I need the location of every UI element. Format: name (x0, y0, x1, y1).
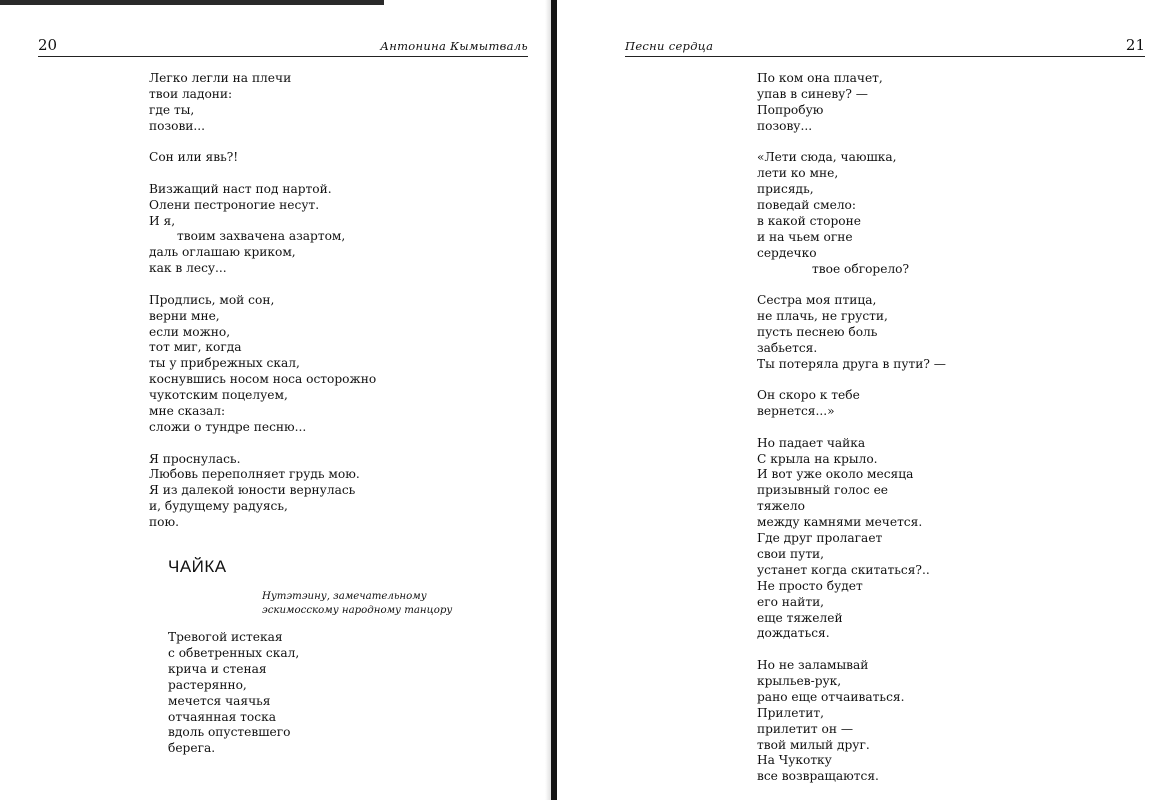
verse-line: Олени пестроногие несут. (149, 197, 320, 212)
verse-line: рано еще отчаиваться. (757, 689, 905, 704)
right-page (557, 0, 1149, 800)
verse-line: крыльев-рук, (757, 673, 842, 688)
verse-line: вдоль опустевшего (168, 725, 291, 740)
verse-line: Прилетит, (757, 705, 824, 720)
verse-line: и, будущему радуясь, (149, 499, 288, 514)
verse-line: забьется. (757, 340, 818, 355)
verse-line: твое обгорело? (812, 261, 910, 276)
verse-line: тяжело (757, 499, 805, 514)
verse-line: берега. (168, 741, 216, 756)
verse-line: упав в синеву? — (757, 86, 868, 101)
verse-line: мечется чаячья (168, 693, 271, 708)
verse-line: Но не заламывай (757, 657, 869, 672)
verse-line: если можно, (149, 324, 231, 339)
running-head-author: Антонина Кымытваль (380, 39, 528, 53)
dedication-line: Нутэтэину, замечательному (262, 591, 427, 602)
stanza (149, 71, 376, 135)
dedication (262, 590, 452, 618)
page-number: 20 (38, 36, 58, 54)
verse-line: ты у прибрежных скал, (149, 356, 300, 371)
verse-line: Попробую (757, 102, 824, 117)
verse-line: На Чукотку (757, 753, 832, 768)
verse-line: крича и стеная (168, 661, 267, 676)
verse-line: И вот уже около месяца (757, 467, 914, 482)
verse-line: с обветренных скал, (168, 645, 300, 660)
stanza (757, 293, 946, 373)
running-head-title: Песни сердца (625, 39, 714, 53)
stanza (757, 658, 946, 785)
page-number: 21 (1125, 36, 1145, 54)
verse-line: коснувшись носом носа осторожно (149, 372, 377, 387)
verse-line: как в лесу... (149, 261, 227, 276)
verse-line: Я проснулась. (149, 451, 241, 466)
stanza (149, 452, 376, 532)
verse-line: все возвращаются. (757, 769, 879, 784)
verse-line: пусть песнею боль (757, 324, 878, 339)
verse-line: Сон или явь?! (149, 150, 239, 165)
verse-line: сложи о тундре песню... (149, 420, 307, 434)
poem-text (149, 71, 376, 547)
verse-line: И я, (149, 213, 176, 228)
verse-line: твои ладони: (149, 86, 233, 101)
verse-line: еще тяжелей (757, 610, 843, 625)
verse-line: пою. (149, 515, 179, 530)
verse-line: сердечко (757, 245, 817, 260)
verse-line: Я из далекой юности вернулась (149, 483, 356, 498)
verse-line: верни мне, (149, 308, 220, 323)
verse-line: Ты потеряла друга в пути? — (757, 356, 946, 371)
stanza (168, 630, 299, 757)
verse-line: мне сказал: (149, 404, 226, 419)
stanza (757, 436, 946, 643)
verse-line: Он скоро к тебе (757, 388, 860, 403)
verse-line: отчаянная тоска (168, 709, 276, 724)
verse-line: растерянно, (168, 677, 247, 692)
left-page (0, 0, 551, 800)
verse-line: Тревогой истекая (168, 630, 283, 644)
stanza (757, 150, 946, 277)
verse-line: позови... (149, 118, 206, 133)
verse-line: дождаться. (757, 626, 830, 641)
stanza (149, 150, 376, 166)
verse-line: тот миг, когда (149, 340, 242, 355)
verse-line: Любовь переполняет грудь мою. (149, 467, 360, 482)
verse-line: в какой стороне (757, 213, 861, 228)
verse-line: где ты, (149, 102, 195, 117)
verse-line: лети ко мне, (757, 166, 839, 181)
verse-line: позову... (757, 118, 813, 133)
verse-line: даль оглашаю криком, (149, 245, 296, 260)
verse-line: чукотским поцелуем, (149, 388, 288, 403)
verse-line: Легко легли на плечи (149, 71, 292, 85)
verse-line: прилетит он — (757, 721, 854, 736)
verse-line: его найти, (757, 594, 825, 609)
verse-line: свои пути, (757, 546, 825, 561)
verse-line: призывный голос ее (757, 483, 889, 498)
verse-line: поведай смело: (757, 197, 857, 212)
verse-line: Но падает чайка (757, 435, 866, 450)
verse-line: Продлись, мой сон, (149, 292, 275, 307)
stanza (149, 293, 376, 436)
verse-line: твой милый друг. (757, 737, 870, 752)
verse-line: присядь, (757, 182, 814, 197)
verse-line: С крыла на крыло. (757, 451, 878, 466)
verse-line: твоим захвачена азартом, (177, 229, 346, 244)
running-header (625, 36, 1145, 57)
poem-title: ЧАЙКА (168, 557, 227, 576)
verse-line: Визжащий наст под нартой. (149, 181, 332, 196)
stanza (757, 71, 946, 135)
verse-line: «Лети сюда, чаюшка, (757, 150, 897, 165)
verse-line: вернется...» (757, 404, 835, 419)
stanza (757, 388, 946, 420)
dedication-line: эскимосскому народному танцору (262, 605, 453, 616)
verse-line: Сестра моя птица, (757, 293, 877, 308)
verse-line: По ком она плачет, (757, 71, 883, 85)
verse-line: и на чьем огне (757, 229, 853, 244)
verse-line: между камнями мечется. (757, 515, 923, 530)
verse-line: Где друг пролагает (757, 531, 883, 546)
poem-chaika-text (168, 630, 299, 773)
verse-line: Не просто будет (757, 578, 863, 593)
poem-text (757, 71, 946, 801)
verse-line: устанет когда скитаться?.. (757, 562, 930, 577)
stanza (149, 182, 376, 277)
verse-line: не плачь, не грусти, (757, 308, 888, 323)
running-header (38, 36, 528, 57)
